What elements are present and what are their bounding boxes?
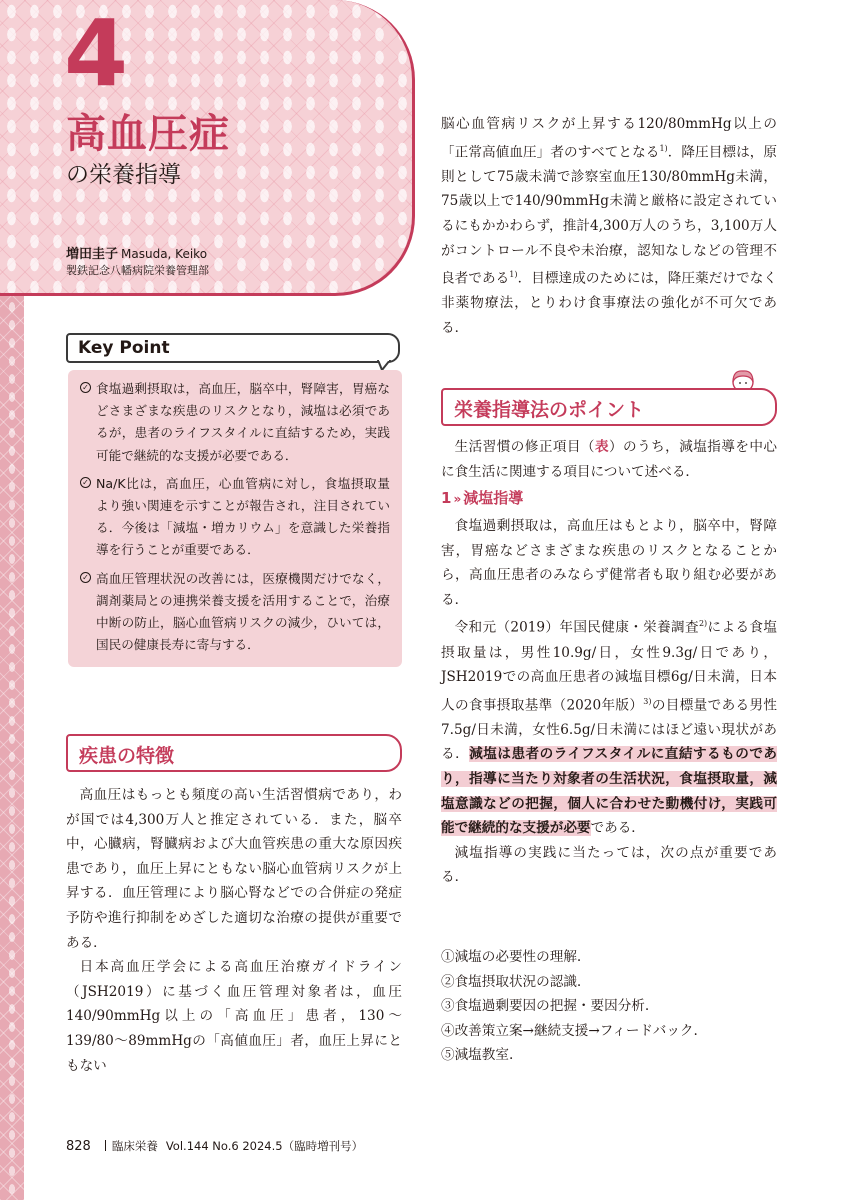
paragraph: 食塩過剰摂取は，高血圧はもとより，脳卒中，腎障害，胃癌などさまざまな疾患のリスクとなることから，高血圧患者のみならず健常者も取り組む必要がある． [441, 518, 777, 608]
paragraph [441, 435, 777, 484]
text-run: ）のうち，減塩指導を中心に食生活に関連する項目について述べる． [441, 439, 778, 480]
subsection-heading [441, 487, 523, 508]
check-circle-icon: ✓ [80, 382, 91, 393]
page-number: 828 [66, 1139, 91, 1154]
text-run: 脳心血管病リスクが上昇する120/80mmHg以上の「正常高値血圧」者のすべてとなる [441, 116, 777, 161]
author-name: 増田圭子 [66, 247, 119, 262]
highlighted-text: 減塩は患者のライフスタイルに直結するものであり，指導に当たり対象者の生活状況，食塩摂取量，減塩意識などの把握，個人に合わせた動機付け，実践可能で継続的な支援が必要 [441, 746, 778, 837]
chapter-title: 高血圧症 [66, 111, 230, 157]
subsection-marker: » [453, 492, 462, 506]
journal-name: 臨床栄養 [111, 1139, 158, 1153]
list-item: ②食塩摂取状況の認識. [441, 973, 582, 990]
key-point-label: Key Point [78, 338, 170, 358]
journal-issue: Vol.144 No.6 2024.5（臨時増刊号） [165, 1139, 364, 1153]
section-heading-points [441, 388, 777, 426]
key-point-text: 高血圧管理状況の改善には，医療機関だけでなく，調剤薬局との連携栄養支援を活用することで，治療中断の防止，脳心血管病リスクの減少，ひいては，国民の健康長寿に寄与する． [96, 570, 390, 653]
chapter-subtitle: の栄養指導 [66, 162, 181, 188]
text-run: 生活習慣の修正項目（ [454, 439, 595, 455]
key-point-box [68, 370, 402, 667]
subsection-number: 1 [441, 489, 452, 507]
key-point-item [80, 473, 390, 562]
subsection-title: 減塩指導 [463, 489, 524, 507]
text-run: ．降圧目標は，原則として75歳未満で診察室血圧130/80mmHg未満，75歳以上で140/90mmHg未満と厳格に設定されているにもかかわらず，推計4,300万人のうち，3,100万人がコントロール不良や未治療，認知なしなどの管理不良者である [441, 144, 778, 287]
paragraph [441, 112, 777, 340]
chapter-number: 4 [64, 0, 129, 107]
text-run: による食塩摂取量は，男性10.9g/日，女性9.3g/日であり，JSH2019での高血圧患者の減塩目標6g/日未満，日本人の食事摂取基準（2020年版） [441, 619, 777, 714]
side-decoration-strip [0, 280, 24, 1200]
paragraph [441, 612, 777, 840]
author-roman: Masuda, Keiko [121, 247, 208, 261]
text-run: である． [590, 820, 645, 837]
list-item: ④改善策立案→継続支援→フィードバック. [441, 1022, 698, 1039]
citation: 1) [659, 143, 668, 153]
paragraph: 減塩指導の実践に当たっては，次の点が重要である． [441, 844, 777, 886]
list-item: ③食塩過剰要因の把握・要因分析. [441, 998, 650, 1015]
citation: 3) [643, 696, 652, 706]
text-run: 令和元（2019）年国民健康・栄養調査 [454, 619, 699, 636]
list-item: ⑤減塩教室. [441, 1047, 514, 1064]
check-circle-icon: ✓ [80, 572, 91, 583]
text-run: の目標量である男性7.5g/日未満，女性6.5g/日未満にはほど遠い現状がある． [441, 697, 777, 763]
salt-reduction-body [441, 514, 777, 890]
footer-divider [105, 1140, 106, 1151]
text-run: ．目標達成のためには，降圧薬だけでなく非薬物療法，とりわけ食事療法の強化が不可欠である． [441, 270, 778, 336]
page-footer [66, 1138, 363, 1154]
disease-body [66, 783, 402, 1078]
numbered-list [441, 945, 698, 1068]
check-circle-icon: ✓ [80, 477, 91, 488]
key-point-item [80, 378, 390, 467]
section-heading-text: 疾患の特徴 [79, 745, 175, 767]
list-item: ①減塩の必要性の理解. [441, 949, 582, 965]
author-affiliation: 製鉄記念八幡病院栄養管理部 [66, 264, 209, 277]
section-heading-text: 栄養指導法のポイント [454, 399, 645, 421]
citation: 1) [509, 270, 518, 280]
key-point-label-box [66, 333, 400, 363]
author-line [66, 243, 207, 262]
paragraph: 高血圧はもっとも頻度の高い生活習慣病であり，わが国では4,300万人と推定されている．また，脳卒中，心臓病，腎臓病および大血管疾患の重大な原因疾患であり，血圧上昇にともない脳心血管病リスクが上昇する．血圧管理により脳心腎などでの合併症の発症予防や進行抑制をめざした適切な治療の提供が重要である． [66, 787, 402, 951]
key-point-text: 食塩過剰摂取は，高血圧，脳卒中，腎障害，胃癌などさまざまな疾患のリスクとなり，減塩は必須であるが，患者のライフスタイルに直結するため，実践可能で継続的な支援が必要である． [96, 381, 390, 463]
points-intro [441, 435, 777, 484]
chapter-header [0, 0, 415, 296]
paragraph: 日本高血圧学会による高血圧治療ガイドライン（JSH2019）に基づく血圧管理対象者は，血圧140/90mmHg以上の「高血圧」患者，130〜139/80〜89mmHgの「高値血圧」者，血圧上昇にともない [66, 959, 402, 1074]
section-heading-disease [66, 734, 402, 772]
citation: 2) [698, 619, 708, 629]
key-point-text: Na/K比は，高血圧，心血管病に対し，食塩摂取量より強い関連を示すことが報告され，注目されている．今後は「減塩・増カリウム」を意識した栄養指導を行うことが重要である． [96, 475, 390, 558]
table-reference: 表 [594, 439, 610, 455]
right-column-intro [441, 112, 777, 340]
key-point-item [80, 568, 390, 657]
